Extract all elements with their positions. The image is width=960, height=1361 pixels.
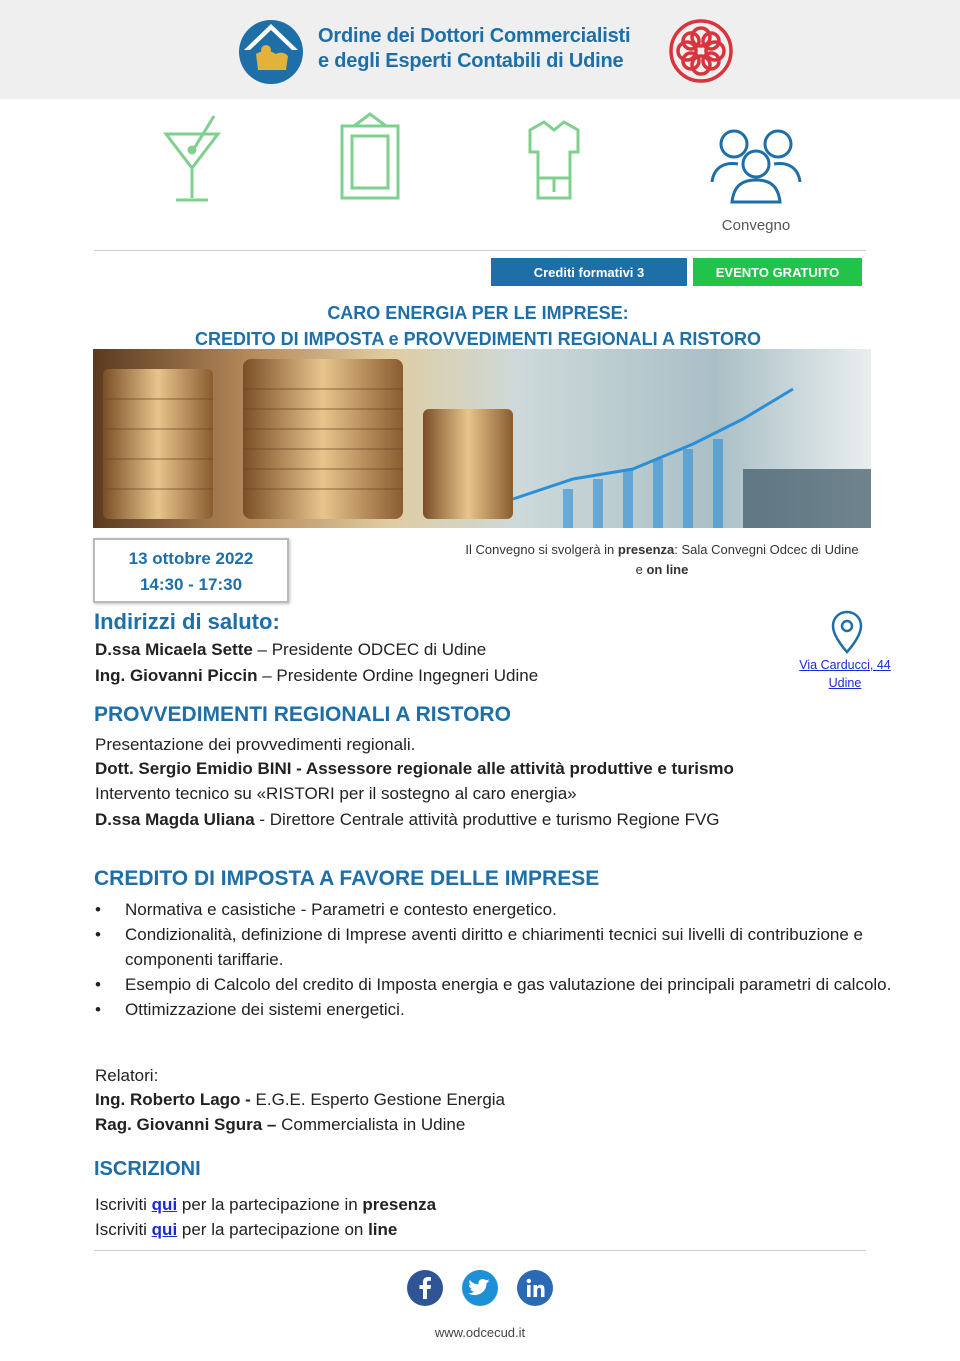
organization-name xyxy=(318,24,630,74)
coins-chart-hero-image xyxy=(93,349,871,528)
speaker-name: Ing. Roberto Lago - xyxy=(95,1090,251,1109)
venue-mode-online: on line xyxy=(646,562,689,577)
venue-address[interactable] xyxy=(790,656,900,692)
speaker-1 xyxy=(95,1088,505,1112)
speaker-name: D.ssa Micaela Sette xyxy=(95,640,253,659)
date-time-box xyxy=(93,538,289,603)
org-name-line1: Ordine dei Dottori Commercialisti xyxy=(318,25,631,47)
speaker-role: Commercialista in Udine xyxy=(276,1115,466,1134)
speakers-label: Relatori: xyxy=(95,1066,159,1085)
org-name-line2: e degli Esperti Contabili di Udine xyxy=(318,50,624,72)
speaker-role: - Direttore Centrale attività produttive e turismo Regione FVG xyxy=(254,810,720,829)
event-title xyxy=(80,300,876,352)
registration-mode: presenza xyxy=(362,1195,437,1214)
speaker-name-role: Dott. Sergio Emidio BINI - Assessore regionale alle attività produttive e turismo xyxy=(95,759,734,778)
registration-row-presence xyxy=(95,1193,436,1217)
event-time: 14:30 - 17:30 xyxy=(139,575,243,594)
lion-shield-logo xyxy=(236,16,306,86)
picture-frame-icon xyxy=(338,112,402,204)
website-url[interactable]: www.odcecud.it xyxy=(434,1325,526,1340)
registration-mid: per la partecipazione in xyxy=(177,1195,363,1214)
header-bar xyxy=(0,0,960,99)
credits-badge: Crediti formativi 3 xyxy=(491,258,687,286)
venue-place: : Sala Convegni Odcec di Udine xyxy=(674,542,859,557)
register-online-link[interactable]: qui xyxy=(151,1220,178,1239)
address-link-line2[interactable]: Udine xyxy=(828,676,862,690)
registration-row-online xyxy=(95,1218,397,1242)
map-pin-icon xyxy=(831,610,863,654)
registration-pre: Iscriviti xyxy=(95,1220,152,1239)
regional-line-1: Presentazione dei provvedimenti regionali. xyxy=(95,735,416,754)
event-date: 13 ottobre 2022 xyxy=(128,549,254,568)
venue-note xyxy=(420,540,904,580)
registration-heading: ISCRIZIONI xyxy=(94,1158,201,1180)
people-group-icon xyxy=(708,124,804,204)
registration-mode: line xyxy=(368,1220,398,1239)
speaker-name: Rag. Giovanni Sgura – xyxy=(95,1115,277,1134)
regional-line-3: Intervento tecnico su «RISTORI per il sostegno al caro energia» xyxy=(95,784,577,803)
registration-pre: Iscriviti xyxy=(95,1195,152,1214)
regional-measures-heading: PROVVEDIMENTI REGIONALI A RISTORO xyxy=(94,703,511,726)
tax-credit-topics xyxy=(95,898,915,1023)
cocktail-icon xyxy=(162,112,222,204)
regional-line-4 xyxy=(95,808,720,832)
regional-line-2 xyxy=(95,757,734,781)
free-event-badge: EVENTO GRATUITO xyxy=(693,258,862,286)
divider-top xyxy=(94,250,866,251)
venue-mode-presence: presenza xyxy=(617,542,675,557)
venue-pre2: e xyxy=(635,562,647,577)
speaker-2 xyxy=(95,1113,465,1137)
greetings-heading: Indirizzi di saluto: xyxy=(94,609,280,634)
event-title-line1: CARO ENERGIA PER LE IMPRESE: xyxy=(327,303,629,323)
speaker-name: Ing. Giovanni Piccin xyxy=(95,666,258,685)
divider-bottom xyxy=(94,1250,866,1251)
event-title-line2: CREDITO DI IMPOSTA e PROVVEDIMENTI REGIONALI A RISTORO xyxy=(194,329,762,349)
greeting-speaker-2 xyxy=(95,664,538,688)
venue-pre: Il Convegno si svolgerà in xyxy=(465,542,618,557)
shirt-icon xyxy=(526,112,582,204)
speaker-role: – Presidente Ordine Ingegneri Udine xyxy=(257,666,539,685)
address-link-line1[interactable]: Via Carducci, 44 xyxy=(799,658,891,672)
register-presence-link[interactable]: qui xyxy=(151,1195,178,1214)
facebook-icon[interactable] xyxy=(405,1268,445,1308)
list-item: • Condizionalità, definizione di Imprese aventi diritto e chiarimenti tecnici sui livelli di contribuzione e componenti tariffarie. xyxy=(95,923,915,972)
linkedin-icon[interactable] xyxy=(515,1268,555,1308)
speaker-role: E.G.E. Esperto Gestione Energia xyxy=(250,1090,506,1109)
speaker-role: – Presidente ODCEC di Udine xyxy=(252,640,487,659)
tax-credit-heading: CREDITO DI IMPOSTA A FAVORE DELLE IMPRESE xyxy=(94,867,600,890)
speaker-name: D.ssa Magda Uliana xyxy=(95,810,255,829)
seal-logo xyxy=(666,16,736,86)
twitter-icon[interactable] xyxy=(460,1268,500,1308)
event-type-label: Convegno xyxy=(721,217,791,234)
list-item: • Esempio di Calcolo del credito di Imposta energia e gas valutazione dei principali parametri di calcolo. xyxy=(95,973,915,998)
list-item: • Ottimizzazione dei sistemi energetici. xyxy=(95,998,915,1023)
list-item: • Normativa e casistiche - Parametri e contesto energetico. xyxy=(95,898,915,923)
greeting-speaker-1 xyxy=(95,638,486,662)
registration-mid: per la partecipazione on xyxy=(177,1220,369,1239)
